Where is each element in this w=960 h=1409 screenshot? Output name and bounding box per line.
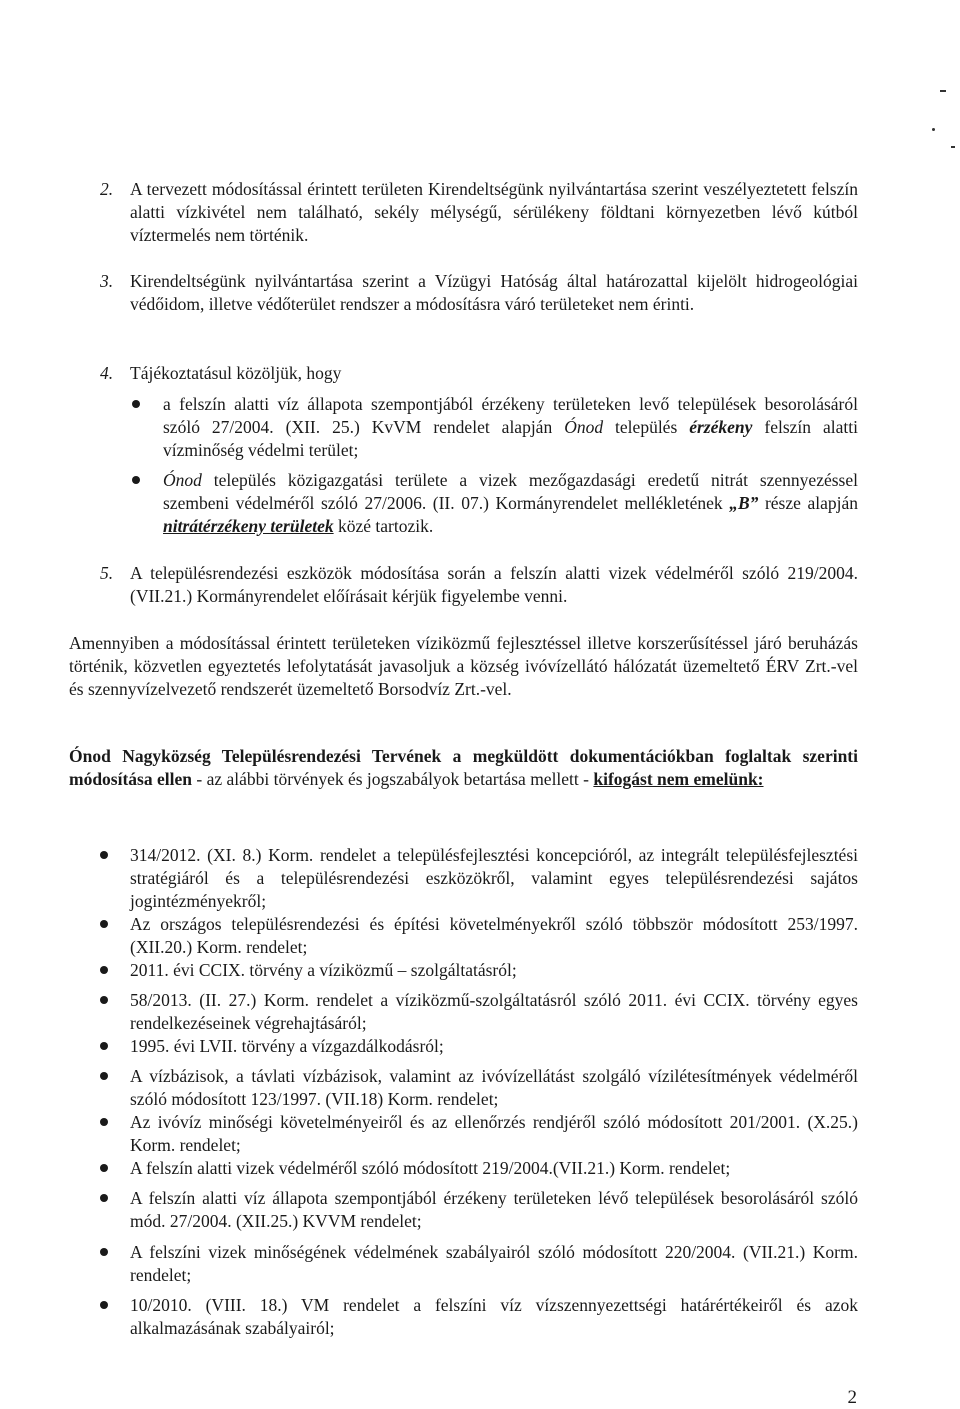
law-item: 10/2010. (VIII. 18.) VM rendelet a felszíni víz vízszennyezettségi határértékeiről és azok alkalmazásának szabályairól; — [130, 1295, 858, 1338]
bullet-icon — [100, 920, 108, 928]
item-text: Kirendeltségünk nyilvántartása szerint a Vízügyi Hatóság által határozattal kijelölt hidrogeológiai védőidom, illetve védőterület rendszer a módosításra váró területeket nem érinti. — [130, 271, 858, 314]
bullet-icon — [100, 1042, 108, 1050]
scan-speck — [932, 128, 935, 131]
law-item: 58/2013. (II. 27.) Korm. rendelet a víziközmű-szolgáltatásról szóló 2011. évi CCIX. törvény egyes rendelkezéseinek végrehajtásáról; — [130, 990, 858, 1033]
bullet-icon — [100, 996, 108, 1004]
item-number: 4. — [100, 363, 114, 383]
bullet-icon — [100, 1164, 108, 1172]
bullet-icon — [132, 476, 140, 484]
scan-speck — [951, 146, 955, 148]
bullet-text: Ónod település közigazgatási területe a vizek mezőgazdasági eredetű nitrát szennyezéssel szembeni védelméről szóló 27/2006. (II. 07.) Kormányrendelet mellékletének „B” része alapján nitrátérzékeny területek közé tartozik. — [163, 470, 858, 536]
place-name: Ónod — [163, 470, 202, 490]
bullet-icon — [100, 1118, 108, 1126]
bullet-icon — [100, 851, 108, 859]
item-text: A tervezett módosítással érintett területen Kirendeltségünk nyilvántartása szerint veszélyeztetett felszín alatti vízkivétel nem található, sekély mélységű, sérülékeny földtani környezetben lévő kútból víztermelés nem történik. — [130, 179, 858, 245]
page-number: 2 — [847, 1387, 857, 1408]
bullet-icon — [100, 1194, 108, 1202]
emphasis: nitrátérzékeny területek — [163, 516, 334, 536]
law-item: 2011. évi CCIX. törvény a víziközmű – szolgáltatásról; — [130, 960, 517, 980]
law-item: Az országos településrendezési és építési követelményekről szóló többször módosított 253/1997. (XII.20.) Korm. rendelet; — [130, 914, 858, 957]
law-item: A felszín alatti víz állapota szempontjából érzékeny területeken lévő települések besorolásáról szóló mód. 27/2004. (XII.25.) KVVM rendelet; — [130, 1188, 858, 1231]
law-item: A felszíni vizek minőségének védelmének szabályairól szóló módosított 220/2004. (VII.21.) Korm. rendelet; — [130, 1242, 858, 1285]
bullet-text: a felszín alatti víz állapota szempontjából érzékeny területeken levő települések besorolásáról szóló 27/2004. (XII. 25.) KvVM rendelet alapján Ónod település érzékeny felszín alatti vízminőség védelmi terület; — [163, 394, 859, 460]
conclusion-heading: Ónod Nagyközség Településrendezési Tervének a megküldött dokumentációkban foglaltak szerinti módosítása ellen - az alábbi törvények és jogszabályok betartása mellett - kifogást nem emelünk: — [69, 746, 858, 789]
emphasis: „B” — [729, 493, 759, 513]
bullet-icon — [132, 400, 140, 408]
item-intro: Tájékoztatásul közöljük, hogy — [130, 363, 342, 383]
bullet-icon — [100, 966, 108, 974]
emphasis: érzékeny — [689, 417, 753, 437]
no-objection-statement: kifogást nem emelünk: — [593, 769, 764, 789]
item-number: 5. — [100, 563, 114, 583]
item-text: A településrendezési eszközök módosítása során a felszín alatti vizek védelméről szóló 219/2004. (VII.21.) Kormányrendelet előírásait kérjük figyelembe venni. — [130, 563, 858, 606]
bullet-icon — [100, 1072, 108, 1080]
law-item: 314/2012. (XI. 8.) Korm. rendelet a településfejlesztési koncepcióról, az integrált településfejlesztési stratégiáról és a településrendezési eszközökről, valamint egyes településrendezési sajátos jogintézményekről; — [130, 845, 858, 911]
item-number: 3. — [100, 271, 114, 291]
scan-speck — [940, 90, 946, 92]
law-item: Az ivóvíz minőségi követelményeiről és az ellenőrzés rendjéről szóló módosított 201/2001. (X.25.) Korm. rendelet; — [130, 1112, 858, 1155]
law-item: 1995. évi LVII. törvény a vízgazdálkodásról; — [130, 1036, 444, 1056]
law-item: A vízbázisok, a távlati vízbázisok, valamint az ivóvízellátást szolgáló vízilétesítmények védelméről szóló módosított 123/1997. (VII.18) Korm. rendelet; — [130, 1066, 858, 1109]
bullet-icon — [100, 1248, 108, 1256]
law-item: A felszín alatti vizek védelméről szóló módosított 219/2004.(VII.21.) Korm. rendelet; — [130, 1158, 731, 1178]
bullet-icon — [100, 1301, 108, 1309]
place-name: Ónod — [564, 417, 604, 437]
item-number: 2. — [100, 179, 114, 199]
body-paragraph: Amennyiben a módosítással érintett területeken víziközmű fejlesztéssel illetve korszerűsítéssel járó beruházás történik, közvetlen egyeztetés lefolytatását javasoljuk a község ivóvízellátó hálózatát üzemeltető ÉRV Zrt.-vel és szennyvízelvezető rendszerét üzemeltető Borsodvíz Zrt.-vel. — [69, 633, 858, 699]
